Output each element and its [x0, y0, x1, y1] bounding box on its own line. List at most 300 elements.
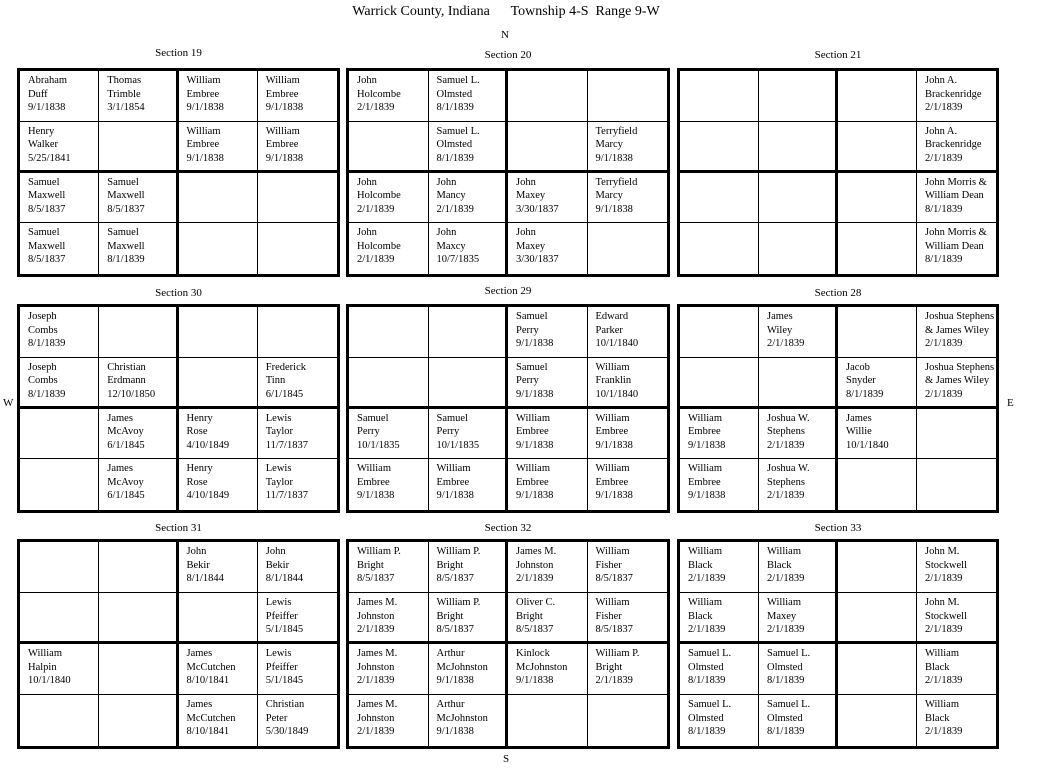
parcel-cell [917, 358, 996, 409]
parcel-text: McCutchen [186, 661, 236, 673]
section-label: Section 19 [155, 47, 202, 59]
parcel-text: 8/5/1837 [436, 624, 474, 635]
parcel-text: 9/1/1838 [265, 152, 304, 164]
parcel-cell [20, 223, 99, 274]
parcel-text: Stephens [767, 426, 805, 437]
parcel-cell [349, 71, 429, 122]
parcel-text: Pfeiffer [265, 610, 298, 622]
parcel-text: John [186, 546, 207, 557]
parcel-text: McCutchen [186, 712, 236, 724]
parcel-text: Bright [516, 610, 543, 622]
parcel-text: Bekir [265, 559, 290, 571]
parcel-text: Samuel L. [688, 648, 732, 659]
parcel-text: 5/30/1849 [265, 726, 309, 737]
parcel-cell [179, 307, 258, 358]
parcel-text: William [595, 546, 630, 557]
parcel-text: Joshua Stephens [925, 361, 995, 373]
parcel-text: Henry [186, 412, 213, 424]
parcel-cell [917, 542, 996, 593]
parcel-text: 2/1/1839 [925, 152, 963, 164]
parcel-cell [917, 695, 996, 746]
parcel-text: 2/1/1839 [688, 573, 726, 584]
section-label: Section 30 [155, 287, 202, 299]
parcel-cell [838, 307, 917, 358]
parcel-text: 2/1/1839 [516, 573, 554, 584]
parcel-text: Peter [265, 712, 288, 724]
parcel-text: Taylor [265, 476, 294, 488]
parcel-text: 5/1/1845 [265, 624, 304, 635]
parcel-cell [349, 459, 429, 510]
parcel-cell [179, 409, 258, 460]
parcel-text: 2/1/1839 [357, 726, 395, 737]
parcel-text: William [595, 412, 630, 424]
parcel-text: Bekir [186, 559, 210, 571]
parcel-cell [588, 173, 668, 224]
parcel-text: John Morris & [925, 176, 987, 188]
compass-east: E [1007, 397, 1014, 409]
parcel-text: 9/1/1838 [436, 675, 474, 686]
parcel-text: John A. [925, 75, 958, 86]
parcel-cell [258, 409, 337, 460]
parcel-text: Maxey [516, 240, 546, 252]
parcel-cell [99, 644, 178, 695]
parcel-text: 3/30/1837 [516, 203, 559, 215]
parcel-cell [429, 173, 509, 224]
parcel-text: McJohnston [436, 712, 488, 724]
parcel-cell [429, 542, 509, 593]
parcel-text: Arthur [436, 648, 465, 659]
parcel-text: Maxey [767, 610, 797, 622]
parcel-cell [759, 409, 838, 460]
parcel-text: 8/1/1839 [28, 338, 66, 349]
parcel-cell [680, 644, 759, 695]
parcel-cell [917, 409, 996, 460]
parcel-text: William [186, 75, 221, 86]
parcel-cell [20, 459, 99, 510]
parcel-text: Lewis [265, 412, 292, 424]
section-label: Section 21 [814, 49, 862, 61]
parcel-cell [258, 71, 337, 122]
parcel-text: Taylor [265, 426, 294, 437]
parcel-cell [20, 307, 99, 358]
section-grid [346, 68, 670, 277]
parcel-cell [759, 644, 838, 695]
parcel-cell [258, 122, 337, 173]
parcel-text: Thomas [107, 75, 142, 86]
parcel-text: Samuel [516, 311, 548, 322]
parcel-cell [349, 409, 429, 460]
parcel-text: Samuel L. [767, 699, 811, 710]
parcel-text: John [357, 75, 377, 86]
parcel-cell [759, 307, 838, 358]
parcel-text: 6/1/1845 [265, 388, 304, 400]
parcel-text: William [767, 546, 801, 557]
parcel-cell [838, 593, 917, 644]
parcel-text: Johnston [357, 661, 395, 673]
parcel-cell [258, 307, 337, 358]
parcel-text: 2/1/1839 [688, 624, 726, 635]
parcel-cell [429, 593, 509, 644]
parcel-text: 8/1/1839 [767, 675, 805, 686]
parcel-text: Joshua W. [767, 412, 810, 424]
parcel-text: 8/1/1844 [186, 573, 224, 584]
parcel-text: William [688, 412, 722, 424]
parcel-cell [20, 358, 99, 409]
section-grid [346, 539, 670, 749]
section-label: Section 28 [814, 287, 862, 299]
parcel-cell [258, 542, 337, 593]
parcel-text: William [688, 463, 722, 475]
parcel-text: Embree [688, 426, 721, 437]
parcel-cell [429, 409, 509, 460]
parcel-cell [588, 542, 668, 593]
parcel-cell [508, 173, 588, 224]
parcel-text: William [595, 361, 630, 373]
parcel-text: Willie [846, 426, 872, 437]
parcel-cell [838, 459, 917, 510]
section-grid [677, 68, 999, 277]
parcel-text: Embree [516, 476, 549, 488]
parcel-text: Samuel [357, 412, 389, 424]
parcel-text: Lewis [265, 597, 292, 608]
parcel-text: William [925, 648, 959, 659]
parcel-text: Christian [107, 361, 146, 373]
parcel-cell [759, 695, 838, 746]
parcel-text: 8/5/1837 [357, 573, 395, 584]
parcel-text: Arthur [436, 699, 465, 710]
parcel-text: 10/7/1835 [436, 254, 480, 266]
parcel-text: 5/25/1841 [28, 152, 71, 164]
section-label: Section 29 [484, 285, 532, 297]
parcel-cell [838, 695, 917, 746]
parcel-cell [179, 695, 258, 746]
parcel-text: 8/1/1844 [265, 573, 304, 584]
parcel-text: William [595, 597, 630, 608]
parcel-text: Marcy [595, 139, 623, 151]
parcel-cell [588, 644, 668, 695]
parcel-text: & James Wiley [925, 324, 990, 336]
parcel-cell [99, 358, 178, 409]
parcel-cell [680, 695, 759, 746]
parcel-text: Black [925, 712, 950, 724]
parcel-text: Embree [688, 476, 721, 488]
parcel-text: 9/1/1838 [595, 203, 633, 215]
parcel-text: Embree [595, 476, 629, 488]
parcel-text: James [107, 463, 133, 475]
parcel-text: 8/1/1839 [688, 726, 726, 737]
parcel-text: Perry [436, 426, 460, 437]
parcel-text: Joshua W. [767, 463, 810, 475]
parcel-text: 8/5/1837 [516, 624, 554, 635]
parcel-cell [759, 542, 838, 593]
parcel-cell [349, 358, 429, 409]
parcel-text: Maxwell [28, 190, 66, 201]
parcel-text: 6/1/1845 [107, 439, 145, 451]
parcel-cell [588, 695, 668, 746]
parcel-text: James M. [357, 597, 398, 608]
parcel-text: 9/1/1838 [516, 338, 554, 349]
parcel-text: 2/1/1839 [595, 675, 633, 686]
parcel-cell [99, 307, 178, 358]
parcel-text: Parker [595, 324, 623, 336]
parcel-text: Marcy [595, 190, 623, 201]
parcel-text: 8/1/1839 [925, 254, 963, 266]
parcel-text: 9/1/1838 [186, 102, 224, 113]
parcel-text: 2/1/1839 [767, 490, 805, 502]
parcel-text: 8/1/1839 [436, 102, 474, 113]
parcel-cell [680, 173, 759, 224]
parcel-text: 9/1/1838 [595, 152, 633, 164]
parcel-text: William Dean [925, 240, 984, 252]
parcel-text: Christian [265, 699, 305, 710]
parcel-text: 10/1/1835 [357, 439, 400, 451]
parcel-text: 2/1/1839 [436, 203, 474, 215]
parcel-text: 2/1/1839 [357, 203, 395, 215]
section-grid [17, 68, 340, 277]
parcel-text: Embree [436, 476, 470, 488]
parcel-cell [759, 122, 838, 173]
parcel-cell [508, 307, 588, 358]
section-grid [677, 304, 999, 513]
parcel-cell [508, 593, 588, 644]
parcel-text: 8/1/1839 [28, 388, 66, 400]
parcel-cell [349, 542, 429, 593]
parcel-text: 8/1/1839 [436, 152, 474, 164]
parcel-cell [20, 71, 99, 122]
parcel-text: Embree [357, 476, 390, 488]
parcel-cell [258, 695, 337, 746]
parcel-text: James [846, 412, 872, 424]
parcel-cell [179, 122, 258, 173]
parcel-text: Samuel L. [436, 125, 480, 137]
parcel-text: John A. [925, 125, 958, 137]
parcel-text: McAvoy [107, 476, 144, 488]
parcel-text: Samuel [107, 227, 139, 239]
parcel-text: 9/1/1838 [28, 102, 66, 113]
compass-west: W [3, 397, 14, 409]
parcel-cell [349, 593, 429, 644]
parcel-text: Samuel L. [767, 648, 811, 659]
parcel-cell [258, 593, 337, 644]
parcel-text: Combs [28, 375, 58, 387]
parcel-text: 9/1/1838 [516, 490, 554, 502]
parcel-text: James [186, 699, 213, 710]
parcel-text: Pfeiffer [265, 661, 298, 673]
parcel-text: Kinlock [516, 648, 550, 659]
parcel-text: Black [767, 559, 792, 571]
parcel-text: & James Wiley [925, 375, 990, 387]
parcel-text: William [595, 463, 630, 475]
parcel-cell [429, 71, 509, 122]
parcel-cell [429, 122, 509, 173]
parcel-text: Rose [186, 476, 208, 488]
parcel-cell [20, 644, 99, 695]
parcel-text: 8/5/1837 [595, 624, 633, 635]
parcel-text: 2/1/1839 [767, 439, 805, 451]
parcel-text: Samuel [516, 361, 548, 373]
compass-north: N [501, 29, 509, 41]
parcel-cell [99, 459, 178, 510]
parcel-text: James M. [357, 699, 398, 710]
parcel-text: James M. [516, 546, 557, 557]
parcel-text: Fisher [595, 610, 622, 622]
parcel-text: Embree [595, 426, 629, 437]
parcel-text: Perry [357, 426, 380, 437]
parcel-text: James [107, 412, 133, 424]
parcel-text: Maxwell [107, 190, 145, 201]
parcel-cell [759, 71, 838, 122]
parcel-text: 9/1/1838 [265, 102, 304, 113]
parcel-text: Frederick [265, 361, 306, 373]
parcel-text: William Dean [925, 190, 984, 201]
parcel-text: Olmsted [688, 712, 724, 724]
parcel-text: Stephens [767, 476, 805, 488]
parcel-text: William [516, 412, 550, 424]
parcel-text: James M. [357, 648, 398, 659]
parcel-text: Johnston [516, 559, 554, 571]
page-title: Warrick County, Indiana Township 4-S Range 9-W [352, 4, 660, 19]
parcel-text: 11/7/1837 [265, 439, 308, 451]
parcel-cell [508, 358, 588, 409]
parcel-text: 10/1/1840 [28, 675, 71, 686]
parcel-cell [588, 122, 668, 173]
parcel-cell [99, 409, 178, 460]
parcel-text: Perry [516, 375, 539, 387]
section-grid [17, 539, 340, 749]
parcel-cell [680, 358, 759, 409]
parcel-text: 8/5/1837 [595, 573, 633, 584]
parcel-text: Maxey [516, 190, 546, 201]
parcel-cell [20, 122, 99, 173]
parcel-text: John [436, 176, 457, 188]
parcel-cell [759, 223, 838, 274]
parcel-text: Lewis [265, 648, 292, 659]
parcel-text: 8/1/1839 [846, 388, 884, 400]
parcel-text: William [265, 125, 300, 137]
parcel-text: 8/10/1841 [186, 675, 230, 686]
parcel-cell [917, 644, 996, 695]
parcel-cell [917, 307, 996, 358]
parcel-cell [588, 307, 668, 358]
parcel-cell [20, 695, 99, 746]
parcel-text: 9/1/1838 [516, 675, 554, 686]
parcel-cell [680, 71, 759, 122]
parcel-text: 3/30/1837 [516, 254, 559, 266]
parcel-cell [680, 307, 759, 358]
parcel-text: 2/1/1839 [357, 254, 395, 266]
parcel-cell [508, 71, 588, 122]
parcel-text: Embree [186, 88, 220, 100]
parcel-text: Holcombe [357, 240, 401, 252]
parcel-text: Stockwell [925, 610, 967, 622]
parcel-cell [99, 173, 178, 224]
parcel-text: 3/1/1854 [107, 102, 145, 113]
parcel-cell [429, 358, 509, 409]
parcel-text: 2/1/1839 [925, 675, 963, 686]
parcel-text: Bright [357, 559, 384, 571]
parcel-cell [20, 173, 99, 224]
parcel-text: Maxwell [28, 240, 66, 252]
parcel-cell [917, 71, 996, 122]
section-grid [677, 539, 999, 749]
parcel-cell [349, 173, 429, 224]
parcel-text: 8/5/1837 [107, 203, 145, 215]
parcel-cell [20, 409, 99, 460]
parcel-cell [179, 593, 258, 644]
parcel-text: 8/1/1839 [688, 675, 726, 686]
parcel-cell [917, 459, 996, 510]
parcel-text: Black [688, 610, 713, 622]
parcel-cell [99, 695, 178, 746]
parcel-cell [588, 358, 668, 409]
parcel-text: 4/10/1849 [186, 439, 230, 451]
parcel-text: James [186, 648, 213, 659]
parcel-text: William [28, 648, 62, 659]
parcel-text: 2/1/1839 [357, 624, 395, 635]
parcel-text: John [265, 546, 286, 557]
parcel-text: 8/10/1841 [186, 726, 230, 737]
parcel-text: Embree [516, 426, 549, 437]
parcel-text: Olmsted [688, 661, 724, 673]
parcel-cell [20, 542, 99, 593]
parcel-text: Holcombe [357, 190, 401, 201]
section-label: Section 31 [155, 522, 202, 534]
parcel-cell [917, 173, 996, 224]
parcel-text: Joseph [28, 311, 57, 322]
parcel-cell [99, 71, 178, 122]
parcel-cell [680, 459, 759, 510]
parcel-text: Stockwell [925, 559, 967, 571]
parcel-text: 2/1/1839 [767, 573, 805, 584]
parcel-text: Lewis [265, 463, 292, 475]
compass-south: S [503, 753, 510, 765]
parcel-text: 9/1/1838 [436, 490, 474, 502]
parcel-text: 2/1/1839 [925, 388, 963, 400]
parcel-cell [179, 644, 258, 695]
parcel-text: Johnston [357, 712, 395, 724]
parcel-cell [99, 542, 178, 593]
parcel-cell [917, 122, 996, 173]
parcel-cell [99, 593, 178, 644]
parcel-cell [99, 122, 178, 173]
parcel-text: Embree [265, 88, 299, 100]
parcel-text: Henry [186, 463, 213, 475]
parcel-text: John [516, 227, 536, 239]
parcel-cell [759, 459, 838, 510]
parcel-text: Terryfield [595, 176, 638, 188]
parcel-text: 9/1/1838 [516, 439, 554, 451]
parcel-text: Abraham [28, 75, 68, 86]
parcel-text: 8/5/1837 [436, 573, 474, 584]
parcel-text: Holcombe [357, 88, 401, 100]
parcel-text: Tinn [265, 375, 286, 387]
section-grid [17, 304, 340, 513]
parcel-text: Edward [595, 311, 629, 322]
parcel-text: Samuel [28, 176, 60, 188]
parcel-text: James [767, 311, 793, 322]
parcel-text: John Morris & [925, 227, 987, 239]
parcel-cell [349, 122, 429, 173]
section-grid [346, 304, 670, 513]
parcel-cell [258, 223, 337, 274]
parcel-cell [759, 358, 838, 409]
parcel-cell [508, 409, 588, 460]
parcel-text: John [357, 176, 377, 188]
parcel-cell [680, 409, 759, 460]
parcel-text: Halpin [28, 661, 57, 673]
parcel-text: 6/1/1845 [107, 490, 145, 502]
parcel-text: Black [688, 559, 713, 571]
